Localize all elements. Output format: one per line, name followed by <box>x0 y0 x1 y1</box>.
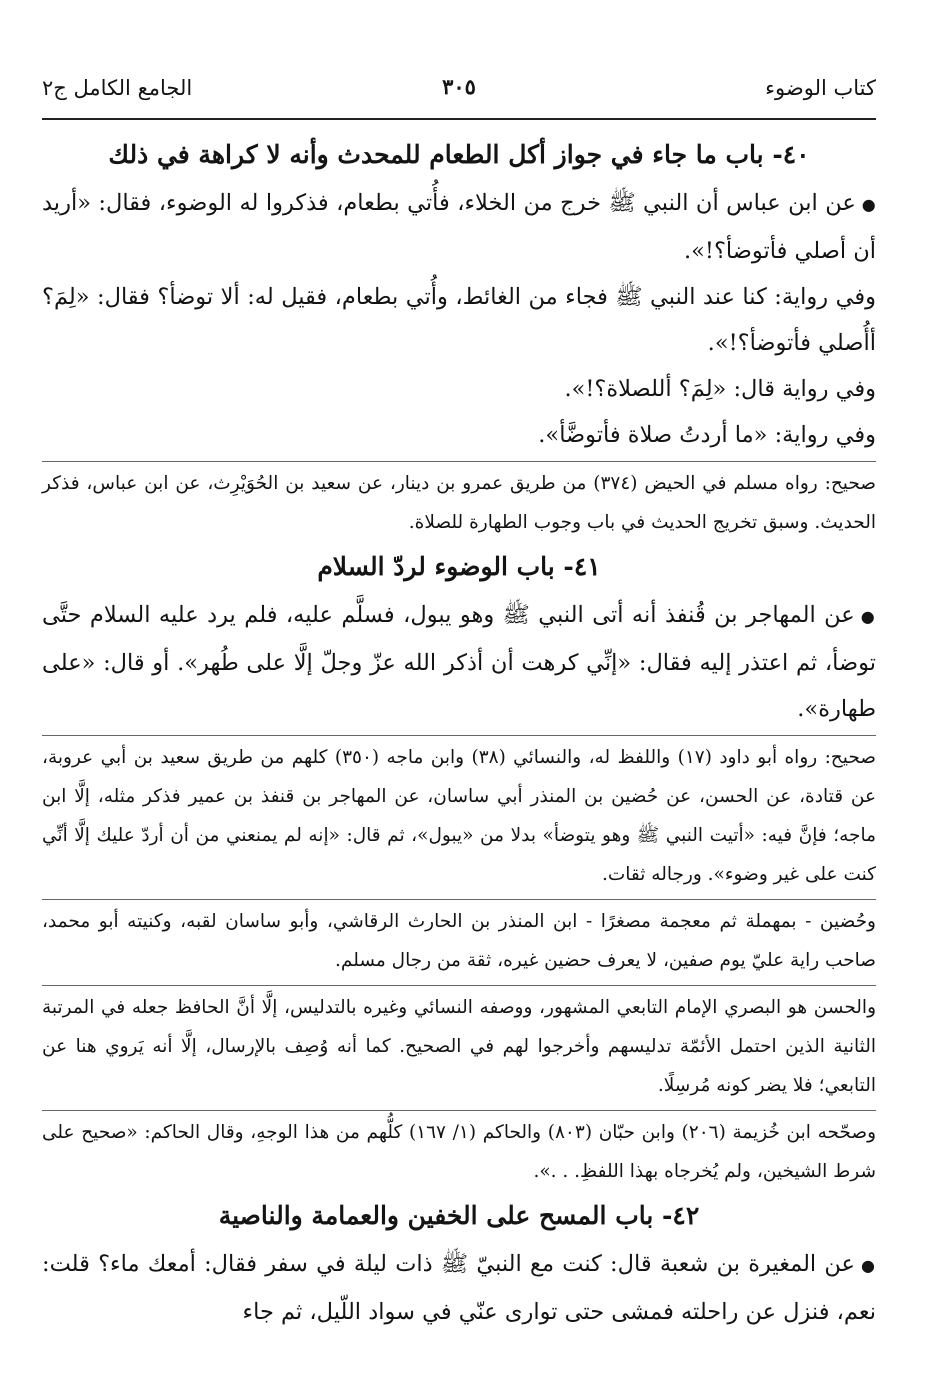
page-number: ٣٠٥ <box>442 74 476 99</box>
hadith-40-text: عن ابن عباس أن النبي ﷺ خرج من الخلاء، فأُتي بطعام، فذكروا له الوضوء، فقال: «أريد أن أصلي فأتوضأ؟!». <box>42 190 876 264</box>
bullet-icon: ● <box>861 195 876 214</box>
header-rule <box>42 118 876 120</box>
hadith-41-text: عن المهاجر بن قُنفذ أنه أتى النبي ﷺ وهو يبول، فسلَّم عليه، فلم يرد عليه السلام حتَّى توضأ، ثم اعتذر إليه فقال: «إنِّي كرهت أن أذكر الله عزّ وجلّ إلَّا على طُهر». أو قال: «على طهارة». <box>42 602 876 722</box>
bullet-icon: ● <box>860 1256 877 1275</box>
note-divider <box>42 735 876 736</box>
narrator-note-hasan: والحسن هو البصري الإمام التابعي المشهور، ووصفه النسائي وغيره بالتدليس، إلَّا أنَّ الحافظ جعله في المرتبة الثانية الذين احتمل الأئمّة تدليسهم وأخرجوا لهم في الصحيح. كما أنه وُصِف بالإرسال، إلَّا أنه يَروي هنا عن التابعي؛ فلا يضر كونه مُرسِلًا. <box>42 997 876 1096</box>
hadith-text <box>42 1241 876 1335</box>
authentication-note: وصحّحه ابن خُزيمة (٢٠٦) وابن حبّان (٨٠٣) والحاكم (١/ ١٦٧) كلُّهم من هذا الوجهِ، وقال الحاكم: «صحيح على شرط الشيخين، ولم يُخرجاه بهذا اللفظِ. . .». <box>42 1122 877 1182</box>
chapter-title-42: ٤٢- باب المسح على الخفين والعمامة والناصية <box>218 1201 700 1230</box>
book-title: الجامع الكامل ج٢ <box>42 76 193 100</box>
note-divider <box>42 461 876 462</box>
takhrij-40: صحيح: رواه مسلم في الحيض (٣٧٤) من طريق عمرو بن دينار، عن سعيد بن الحُوَيْرِث، عن ابن عباس، فذكر الحديث. وسبق تخريج الحديث في باب وجوب الطهارة للصلاة. <box>42 473 876 533</box>
hadith-42-text: عن المغيرة بن شعبة قال: كنت مع النبيّ ﷺ ذات ليلة في سفر فقال: أمعك ماء؟ قلت: نعم، فنزل عن راحلته فمشى حتى توارى عنّي في سواد اللّيل، ثم جاء <box>42 1251 876 1325</box>
book-section-title: كتاب الوضوء <box>765 76 876 100</box>
hadith-text <box>42 180 876 274</box>
note-divider <box>42 899 876 900</box>
chapter-title-41: ٤١- باب الوضوء لردّ السلام <box>317 552 601 581</box>
bullet-icon: ● <box>860 607 876 626</box>
note-divider <box>42 1110 876 1111</box>
hadith-text <box>42 592 876 732</box>
narrator-note-hudayn: وحُضين - بمهملة ثم معجمة مصغرًا - ابن المنذر بن الحارث الرقاشي، وأبو ساسان لقبه، وكنيته أبو محمد، صاحب راية عليّ يوم صفين، لا يعرف حضين غيره، ثقة من رجال مسلم. <box>42 911 876 971</box>
takhrij-41: صحيح: رواه أبو داود (١٧) واللفظ له، والنسائي (٣٨) وابن ماجه (٣٥٠) كلهم من طريق سعيد بن أبي عروبة، عن قتادة، عن الحسن، عن حُضين بن المنذر أبي ساسان، عن المهاجر بن قنفذ بن عمير فذكر مثله، إلَّا ابن ماجه؛ فإنَّ فيه: «أتيت النبي ﷺ وهو يتوضأ» بدلا من «يبول»، ثم قال: «إنه لم يمنعني من أن أردّ عليك إلَّا أنِّي كنت على غير وضوء». ورجاله ثقات. <box>42 747 876 885</box>
riwaya-2: وفي رواية قال: «لِمَ؟ أللصلاة؟!». <box>564 376 876 402</box>
riwaya-1: وفي رواية: كنا عند النبي ﷺ فجاء من الغائط، وأُتي بطعام، فقيل له: ألا توضأ؟ فقال: «لِمَ؟ أأُصلي فأتوضأ؟!». <box>42 284 876 356</box>
chapter-title-40: ٤٠- باب ما جاء في جواز أكل الطعام للمحدث وأنه لا كراهة في ذلك <box>108 140 810 169</box>
note-divider <box>42 985 876 986</box>
running-header <box>42 58 876 108</box>
riwaya-3: وفي رواية: «ما أردتُ صلاة فأتوضَّأ». <box>538 422 876 448</box>
